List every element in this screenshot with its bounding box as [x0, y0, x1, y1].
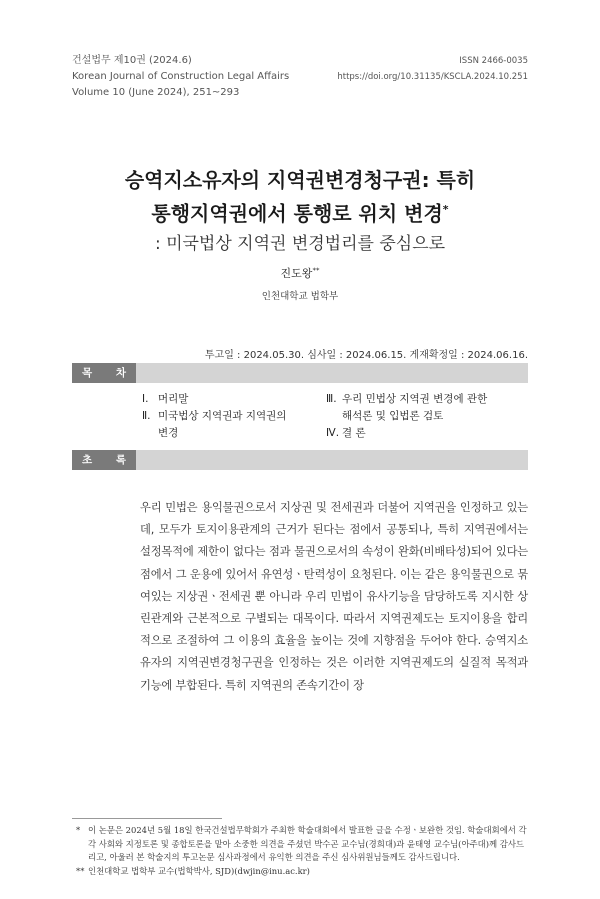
- journal-english-title: Korean Journal of Construction Legal Affairs: [72, 71, 290, 82]
- footnote-separator: [72, 818, 222, 819]
- author-affiliation: 인천대학교 법학부: [261, 291, 339, 302]
- doi-link[interactable]: https://doi.org/10.31135/KSCLA.2024.10.251: [337, 72, 528, 82]
- toc-item[interactable]: Ⅲ. 우리 민법상 지역권 변경에 관한 해석론 및 입법론 검토: [326, 393, 488, 422]
- abstract-text: 우리 민법은 용익물권으로서 지상권 및 전세권과 더불어 지역권을 인정하고 있는데, 모두가 토지이용관계의 근거가 된다는 점에서 공통되나, 특히 지역권에서는 설정목적에 제한이 없다는 점과 물권으로서의 속성이 완화(비배타성)되어 있다는 점에서 그 운용에 있어서 유연성ㆍ탄력성이 요청된다. 이는 같은 용익물권으로 묶여있는 지상권ㆍ전세권 뿐 아니라 우리 민법이 유사기능을 담당하도록 지시한 상린관계와 근본적으로 구별되는 대목이다. 따라서 지역권제도는 토지이용을 합리적으로 조절하여 그 이용의 효율을 높이는 것에 지향점을 두어야 한다. 승역지소유자의 지역권변경청구권을 인정하는 것은 이러한 지역권제도의 실질적 목적과 기능에 부합된다. 특히 지역권의 존속기간이 장: [140, 501, 528, 692]
- footnote: ** 인천대학교 법학부 교수(법학박사, SJD)(dwjin@inu.ac.kr): [76, 865, 310, 876]
- toc-label: 목 차: [72, 363, 136, 383]
- abstract-header-bar: [72, 450, 528, 470]
- toc-item[interactable]: Ⅰ. 머리말: [142, 393, 189, 405]
- title-footnote-mark: *: [442, 203, 449, 216]
- journal-volume: Volume 10 (June 2024), 251~293: [72, 87, 240, 98]
- journal-korean-title: 건설법무 제10권 (2024.6): [72, 55, 192, 66]
- title-line-2: 통행지역권에서 통행로 위치 변경*: [151, 201, 449, 226]
- subtitle: : 미국법상 지역권 변경법리를 중심으로: [154, 233, 446, 254]
- toc-header-bar: [72, 363, 528, 383]
- toc-column-left: [142, 391, 286, 442]
- identifier-info: [337, 53, 528, 85]
- issn: ISSN 2466-0035: [459, 56, 528, 66]
- author-name: 진도왕**: [280, 266, 320, 280]
- journal-info: [72, 53, 289, 101]
- submission-dates: 투고일 : 2024.05.30. 심사일 : 2024.06.15. 게재확정일 : 2024.06.16.: [204, 350, 528, 361]
- toc-item[interactable]: Ⅳ. 결 론: [326, 427, 366, 439]
- abstract-label: 초 록: [72, 450, 136, 470]
- toc-item[interactable]: Ⅱ. 미국법상 지역권과 지역권의 변경: [142, 410, 287, 439]
- title-line-1: 승역지소유자의 지역권변경청구권: 특히: [124, 168, 476, 192]
- toc-column-right: [326, 391, 487, 442]
- footnote: * 이 논문은 2024년 5월 18일 한국건설법무학회가 주최한 학술대회에서 발표한 글을 수정ㆍ보완한 것임. 학술대회에서 각각 사회와 지정토론 및 종합토론을 맡아 소중한 의견을 주셨던 박수곤 교수님(경희대)과 윤태영 교수님(아주대)께 감사드리고, 아울러 본 학술지의 투고논문 심사과정에서 유익한 의견을 주신 심사위원님들께도 감사드립니다.: [76, 825, 527, 862]
- author-footnote-mark: **: [312, 266, 320, 275]
- paper-title: [40, 165, 560, 259]
- footnotes: [76, 824, 528, 878]
